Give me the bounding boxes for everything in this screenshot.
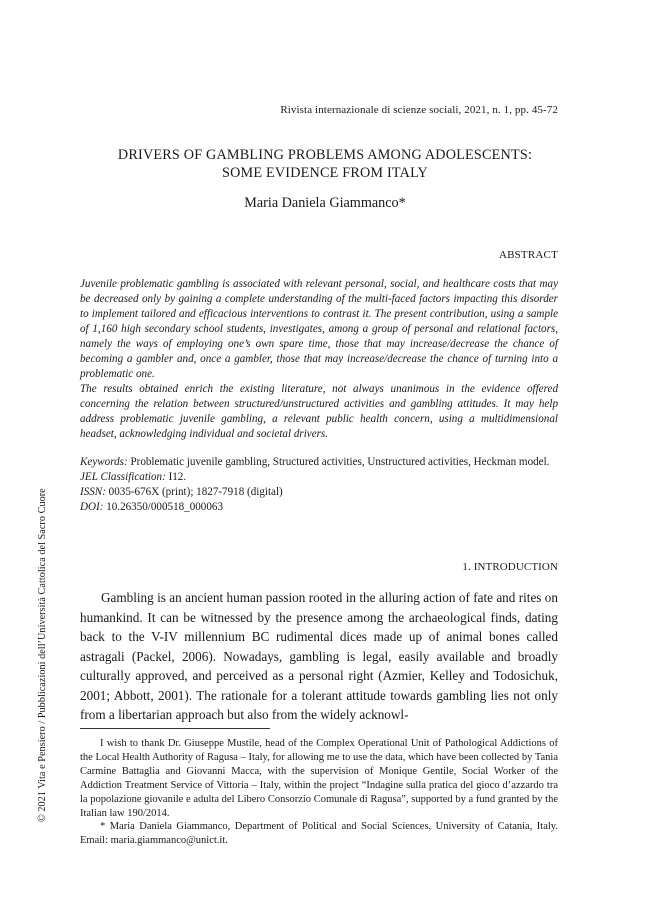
running-head: Rivista internazionale di scienze sociali, 2021, n. 1, pp. 45-72	[280, 104, 558, 116]
copyright-side-note: © 2021 Vita e Pensiero / Pubblicazioni dell’Università Cattolica del Sacro Cuore	[37, 488, 48, 822]
issn-label: ISSN:	[80, 486, 106, 498]
title-line-2: SOME EVIDENCE FROM ITALY	[222, 165, 428, 181]
footnote-rule	[80, 728, 270, 729]
doi-label: DOI:	[80, 501, 104, 513]
issn-line	[80, 485, 558, 500]
issn-value: 0035-676X (print); 1827-7918 (digital)	[108, 486, 283, 498]
abstract-heading: ABSTRACT	[498, 249, 558, 261]
title-line-1: DRIVERS OF GAMBLING PROBLEMS AMONG ADOLESCENTS:	[117, 147, 533, 163]
keywords-line	[80, 455, 558, 470]
keywords-value: Problematic juvenile gambling, Structured activities, Unstructured activities, Heckman model.	[130, 456, 550, 468]
keywords-label: Keywords:	[80, 456, 128, 468]
section-heading: 1. INTRODUCTION	[462, 561, 558, 573]
doi-line	[80, 500, 558, 515]
abstract-body	[80, 277, 558, 442]
abstract-paragraph-2: The results obtained enrich the existing literature, not always unanimous in the evidence offered concerning the relation between structured/unstructured activities and gambling attitudes. It may help address problematic juvenile gambling, a relevant public health concern, using a multidimensional headset, acknowledging individual and societal drivers.	[80, 383, 558, 440]
introduction-paragraph: Gambling is an ancient human passion rooted in the alluring action of fate and rites on humankind. It can be witnessed by the presence among the archaeological finds, dating back to the V-IV millennium BC rudimental dices made up of animal bones called astragali (Packel, 2006). Nowadays, gambling is legal, easily available and broadly culturally approved, and perceived as a personal right (Azmier, Kelley and Todosichuk, 2001; Abbott, 2001). The rationale for a tolerant attitude towards gambling lies not only from a libertarian approach but also from the widely acknowl-	[80, 590, 558, 722]
footnote-acknowledgement: I wish to thank Dr. Giuseppe Mustile, head of the Complex Operational Unit of Pathological Addictions of the Local Health Authority of Ragusa – Italy, for allowing me to use the data, which have been collected by Tania Carmine Battaglia and Giovanni Macca, with the supervision of Monique Gentile, Social Worker of the Addiction Treatment Service of Vittoria – Italy, within the project “Indagine sulla pratica del gioco d’azzardo tra la popolazione giovanile e adulta del Libero Consorzio Comunale di Ragusa”, supported by a fund granted by the Italian law 190/2014.	[80, 738, 558, 819]
author-name: Maria Daniela Giammanco*	[244, 195, 406, 211]
paper-title	[0, 146, 650, 182]
jel-label: JEL Classification:	[80, 471, 166, 483]
article-metadata	[80, 455, 558, 515]
jel-value: I12.	[168, 471, 187, 483]
jel-line	[80, 470, 558, 485]
abstract-paragraph-1: Juvenile problematic gambling is associated with relevant personal, social, and healthcare costs that may be decreased only by gaining a complete understanding of the multi-faced factors impacting this disorder to implement tailored and efficacious interventions to contrast it. The present contribution, using a sample of 1,160 high secondary school students, investigates, among a group of personal and relational factors, namely the ways of employing one’s own spare time, those that may increase/decrease the chance of becoming a gambler and, once a gambler, those that may increase/decrease the chance of turning into a problematic one.	[80, 278, 558, 380]
footnote-author: * Maria Daniela Giammanco, Department of Political and Social Sciences, University of Catania, Italy. Email: maria.giammanco@unict.it.	[80, 821, 558, 847]
doi-value: 10.26350/000518_000063	[106, 501, 223, 513]
footnotes	[80, 737, 558, 848]
